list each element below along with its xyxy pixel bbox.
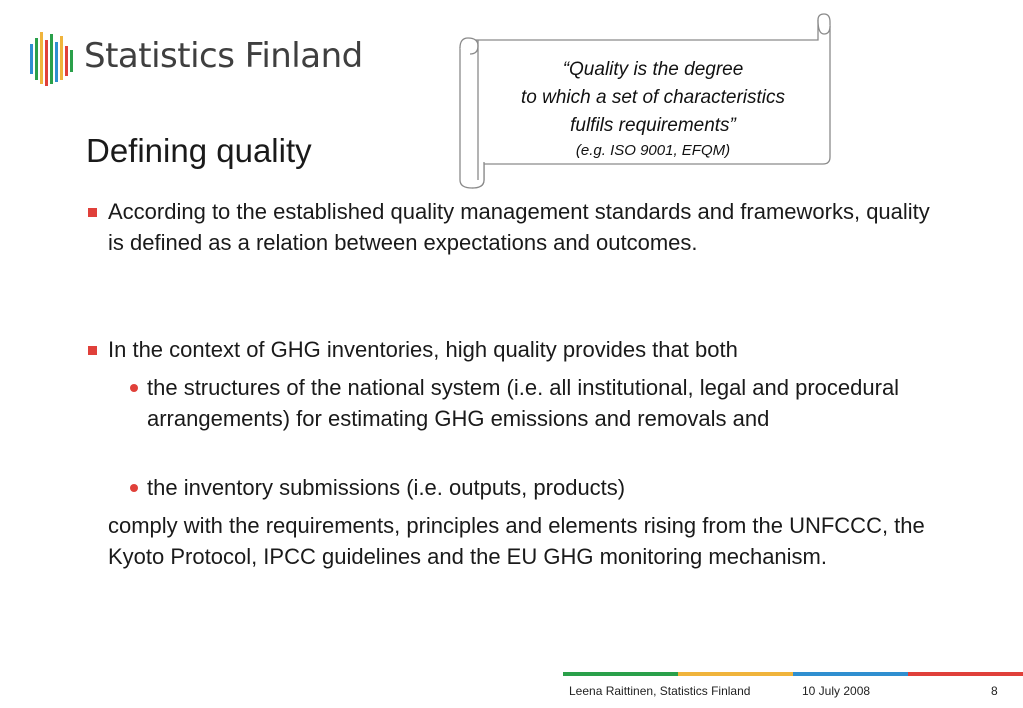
conclusion-text: comply with the requirements, principles and elements rising from the UNFCCC, the Kyoto Protocol, IPCC guidelines and the EU GHG monitoring mechanism. <box>108 513 925 569</box>
round-bullet-icon <box>130 384 138 392</box>
page-number: 8 <box>991 684 998 698</box>
square-bullet-icon <box>88 208 97 217</box>
quote-line-2: to which a set of characteristics <box>521 87 785 108</box>
logo-bars-icon <box>28 30 78 90</box>
page-title: Defining quality <box>86 132 312 169</box>
round-bullet-icon <box>130 484 138 492</box>
sub-bullet-item-1 <box>147 372 937 434</box>
bullet-item-1 <box>108 196 938 258</box>
sub-bullet-item-2 <box>147 472 937 503</box>
footer-bar-red <box>908 672 1023 676</box>
bullet-text-2: In the context of GHG inventories, high quality provides that both <box>108 337 738 362</box>
quote-text <box>488 56 818 162</box>
quote-line-1: “Quality is the degree <box>562 59 744 80</box>
footer-bar-blue <box>793 672 908 676</box>
bullet-item-2 <box>108 334 938 365</box>
bullet-text-1: According to the established quality management standards and frameworks, quality is defined as a relation between expectations and outcomes. <box>108 199 930 255</box>
footer-bar-yellow <box>678 672 793 676</box>
logo-text: Statistics Finland <box>84 36 363 76</box>
footer-bar-green <box>563 672 678 676</box>
quote-line-3: fulfils requirements” <box>570 115 736 136</box>
statistics-finland-logo <box>28 30 363 90</box>
footer-author: Leena Raittinen, Statistics Finland <box>569 684 751 698</box>
quote-scroll <box>448 12 833 192</box>
sub-bullet-text-2: the inventory submissions (i.e. outputs, products) <box>147 475 626 500</box>
sub-bullet-text-1: the structures of the national system (i.e. all institutional, legal and procedural arrangements) for estimating GHG emissions and removals and <box>147 375 900 431</box>
square-bullet-icon <box>88 346 97 355</box>
footer-date: 10 July 2008 <box>802 684 871 698</box>
quote-reference: (e.g. ISO 9001, EFQM) <box>575 142 731 159</box>
